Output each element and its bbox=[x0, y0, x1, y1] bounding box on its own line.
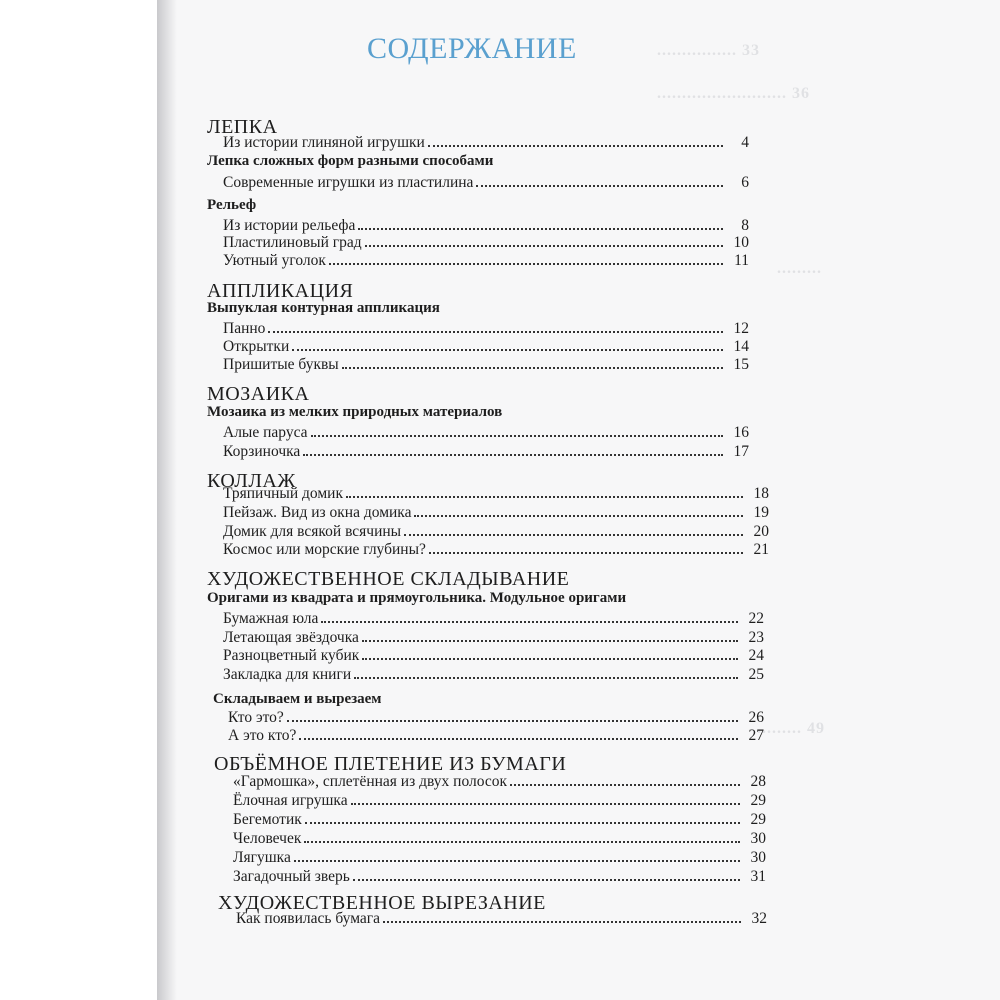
entry-title: «Гармошка», сплетённая из двух полосок bbox=[233, 773, 508, 790]
entry-title: Ёлочная игрушка bbox=[233, 792, 348, 809]
dot-leader bbox=[329, 263, 723, 265]
dot-leader bbox=[311, 435, 723, 437]
entry-page-number: 15 bbox=[733, 356, 749, 373]
dot-leader bbox=[268, 331, 723, 333]
entry-title: Пластилиновый град bbox=[223, 234, 362, 251]
entry-title: Панно bbox=[223, 320, 266, 337]
entry-page-number: 17 bbox=[733, 443, 749, 460]
dot-leader bbox=[287, 720, 738, 722]
entry-page-number: 10 bbox=[733, 234, 749, 251]
section-heading: ХУДОЖЕСТВЕННОЕ ВЫРЕЗАНИЕ bbox=[218, 892, 546, 914]
dot-leader bbox=[342, 367, 723, 369]
entry-title: Бумажная юла bbox=[223, 610, 319, 627]
entry-page-number: 29 bbox=[750, 811, 766, 828]
entry-title: Из истории глиняной игрушки bbox=[223, 134, 425, 151]
entry-page-number: 21 bbox=[753, 541, 769, 558]
entry-page-number: 22 bbox=[748, 610, 764, 627]
dot-leader bbox=[414, 515, 743, 517]
subsection-heading: Выпуклая контурная аппликация bbox=[207, 300, 440, 316]
toc-entry[interactable] bbox=[223, 439, 749, 461]
entry-page-number: 16 bbox=[733, 424, 749, 441]
entry-title: Летающая звёздочка bbox=[223, 629, 359, 646]
entry-title: Закладка для книги bbox=[223, 666, 352, 683]
show-through-text: ......... 49 bbox=[757, 720, 825, 737]
entry-page-number: 30 bbox=[750, 830, 766, 847]
show-through-text: ................ 33 bbox=[657, 42, 760, 59]
subsection-heading: Складываем и вырезаем bbox=[213, 691, 382, 707]
entry-page-number: 30 bbox=[750, 849, 766, 866]
section-heading: АППЛИКАЦИЯ bbox=[207, 280, 354, 302]
entry-title: А это кто? bbox=[228, 727, 297, 744]
entry-page-number: 18 bbox=[753, 485, 769, 502]
dot-leader bbox=[365, 245, 723, 247]
section-heading: ЛЕПКА bbox=[207, 116, 278, 138]
toc-entry[interactable] bbox=[223, 170, 749, 192]
page-title: СОДЕРЖАНИЕ bbox=[367, 32, 577, 65]
entry-page-number: 32 bbox=[751, 910, 767, 927]
section-heading: ОБЪЁМНОЕ ПЛЕТЕНИЕ ИЗ БУМАГИ bbox=[214, 753, 567, 775]
entry-title: Пейзаж. Вид из окна домика bbox=[223, 504, 412, 521]
dot-leader bbox=[429, 552, 743, 554]
dot-leader bbox=[362, 640, 738, 642]
section-heading: МОЗАИКА bbox=[207, 383, 310, 405]
toc-entry[interactable] bbox=[223, 248, 749, 270]
toc-entry[interactable] bbox=[233, 864, 766, 886]
entry-title: Уютный уголок bbox=[223, 252, 326, 269]
toc-entry[interactable] bbox=[223, 352, 749, 374]
entry-page-number: 20 bbox=[753, 523, 769, 540]
dot-leader bbox=[404, 534, 743, 536]
toc-entry[interactable] bbox=[223, 662, 764, 684]
entry-title: Загадочный зверь bbox=[233, 868, 350, 885]
toc-entry[interactable] bbox=[223, 537, 769, 559]
entry-title: Лягушка bbox=[233, 849, 291, 866]
entry-page-number: 12 bbox=[733, 320, 749, 337]
subsection-heading: Оригами из квадрата и прямоугольника. Модульное оригами bbox=[207, 590, 627, 606]
entry-title: Домик для всякой всячины bbox=[223, 523, 402, 540]
dot-leader bbox=[476, 185, 723, 187]
section-heading: ХУДОЖЕСТВЕННОЕ СКЛАДЫВАНИЕ bbox=[207, 568, 570, 590]
show-through-text: .......................... 36 bbox=[657, 85, 810, 102]
toc-entry[interactable] bbox=[228, 723, 764, 745]
entry-title: Современные игрушки из пластилина bbox=[223, 174, 474, 191]
entry-page-number: 14 bbox=[733, 338, 749, 355]
dot-leader bbox=[305, 822, 740, 824]
dot-leader bbox=[362, 658, 738, 660]
dot-leader bbox=[354, 677, 738, 679]
dot-leader bbox=[292, 349, 723, 351]
dot-leader bbox=[346, 496, 743, 498]
entry-title: Человечек bbox=[233, 830, 302, 847]
entry-title: Корзиночка bbox=[223, 443, 301, 460]
entry-page-number: 25 bbox=[748, 666, 764, 683]
dot-leader bbox=[510, 784, 740, 786]
dot-leader bbox=[303, 454, 723, 456]
entry-title: Пришитые буквы bbox=[223, 356, 339, 373]
entry-title: Из истории рельефа bbox=[223, 217, 356, 234]
subsection-heading: Лепка сложных форм разными способами bbox=[207, 153, 494, 169]
dot-leader bbox=[353, 879, 740, 881]
entry-page-number: 24 bbox=[748, 647, 764, 664]
entry-title: Космос или морские глубины? bbox=[223, 541, 426, 558]
entry-page-number: 28 bbox=[750, 773, 766, 790]
section-heading: КОЛЛАЖ bbox=[207, 470, 296, 492]
subsection-heading: Мозаика из мелких природных материалов bbox=[207, 404, 503, 420]
toc-entry[interactable] bbox=[236, 906, 767, 928]
entry-page-number: 31 bbox=[750, 868, 766, 885]
dot-leader bbox=[304, 841, 740, 843]
subsection-heading: Рельеф bbox=[207, 197, 257, 213]
entry-title: Открытки bbox=[223, 338, 290, 355]
entry-page-number: 11 bbox=[734, 252, 749, 269]
toc-entry[interactable] bbox=[223, 130, 749, 152]
dot-leader bbox=[351, 803, 740, 805]
entry-title: Кто это? bbox=[228, 709, 284, 726]
entry-page-number: 26 bbox=[748, 709, 764, 726]
entry-page-number: 27 bbox=[748, 727, 764, 744]
dot-leader bbox=[299, 738, 738, 740]
dot-leader bbox=[428, 145, 723, 147]
entry-title: Бегемотик bbox=[233, 811, 302, 828]
entry-title: Алые паруса bbox=[223, 424, 308, 441]
entry-page-number: 19 bbox=[753, 504, 769, 521]
entry-page-number: 6 bbox=[741, 174, 749, 191]
entry-title: Тряпичный домик bbox=[223, 485, 343, 502]
entry-title: Разноцветный кубик bbox=[223, 647, 360, 664]
dot-leader bbox=[383, 921, 741, 923]
entry-page-number: 8 bbox=[741, 217, 749, 234]
entry-page-number: 4 bbox=[741, 134, 749, 151]
entry-page-number: 23 bbox=[748, 629, 764, 646]
entry-title: Как появилась бумага bbox=[236, 910, 381, 927]
entry-page-number: 29 bbox=[750, 792, 766, 809]
dot-leader bbox=[321, 621, 738, 623]
show-through-text: ......... bbox=[777, 260, 822, 277]
dot-leader bbox=[294, 860, 740, 862]
